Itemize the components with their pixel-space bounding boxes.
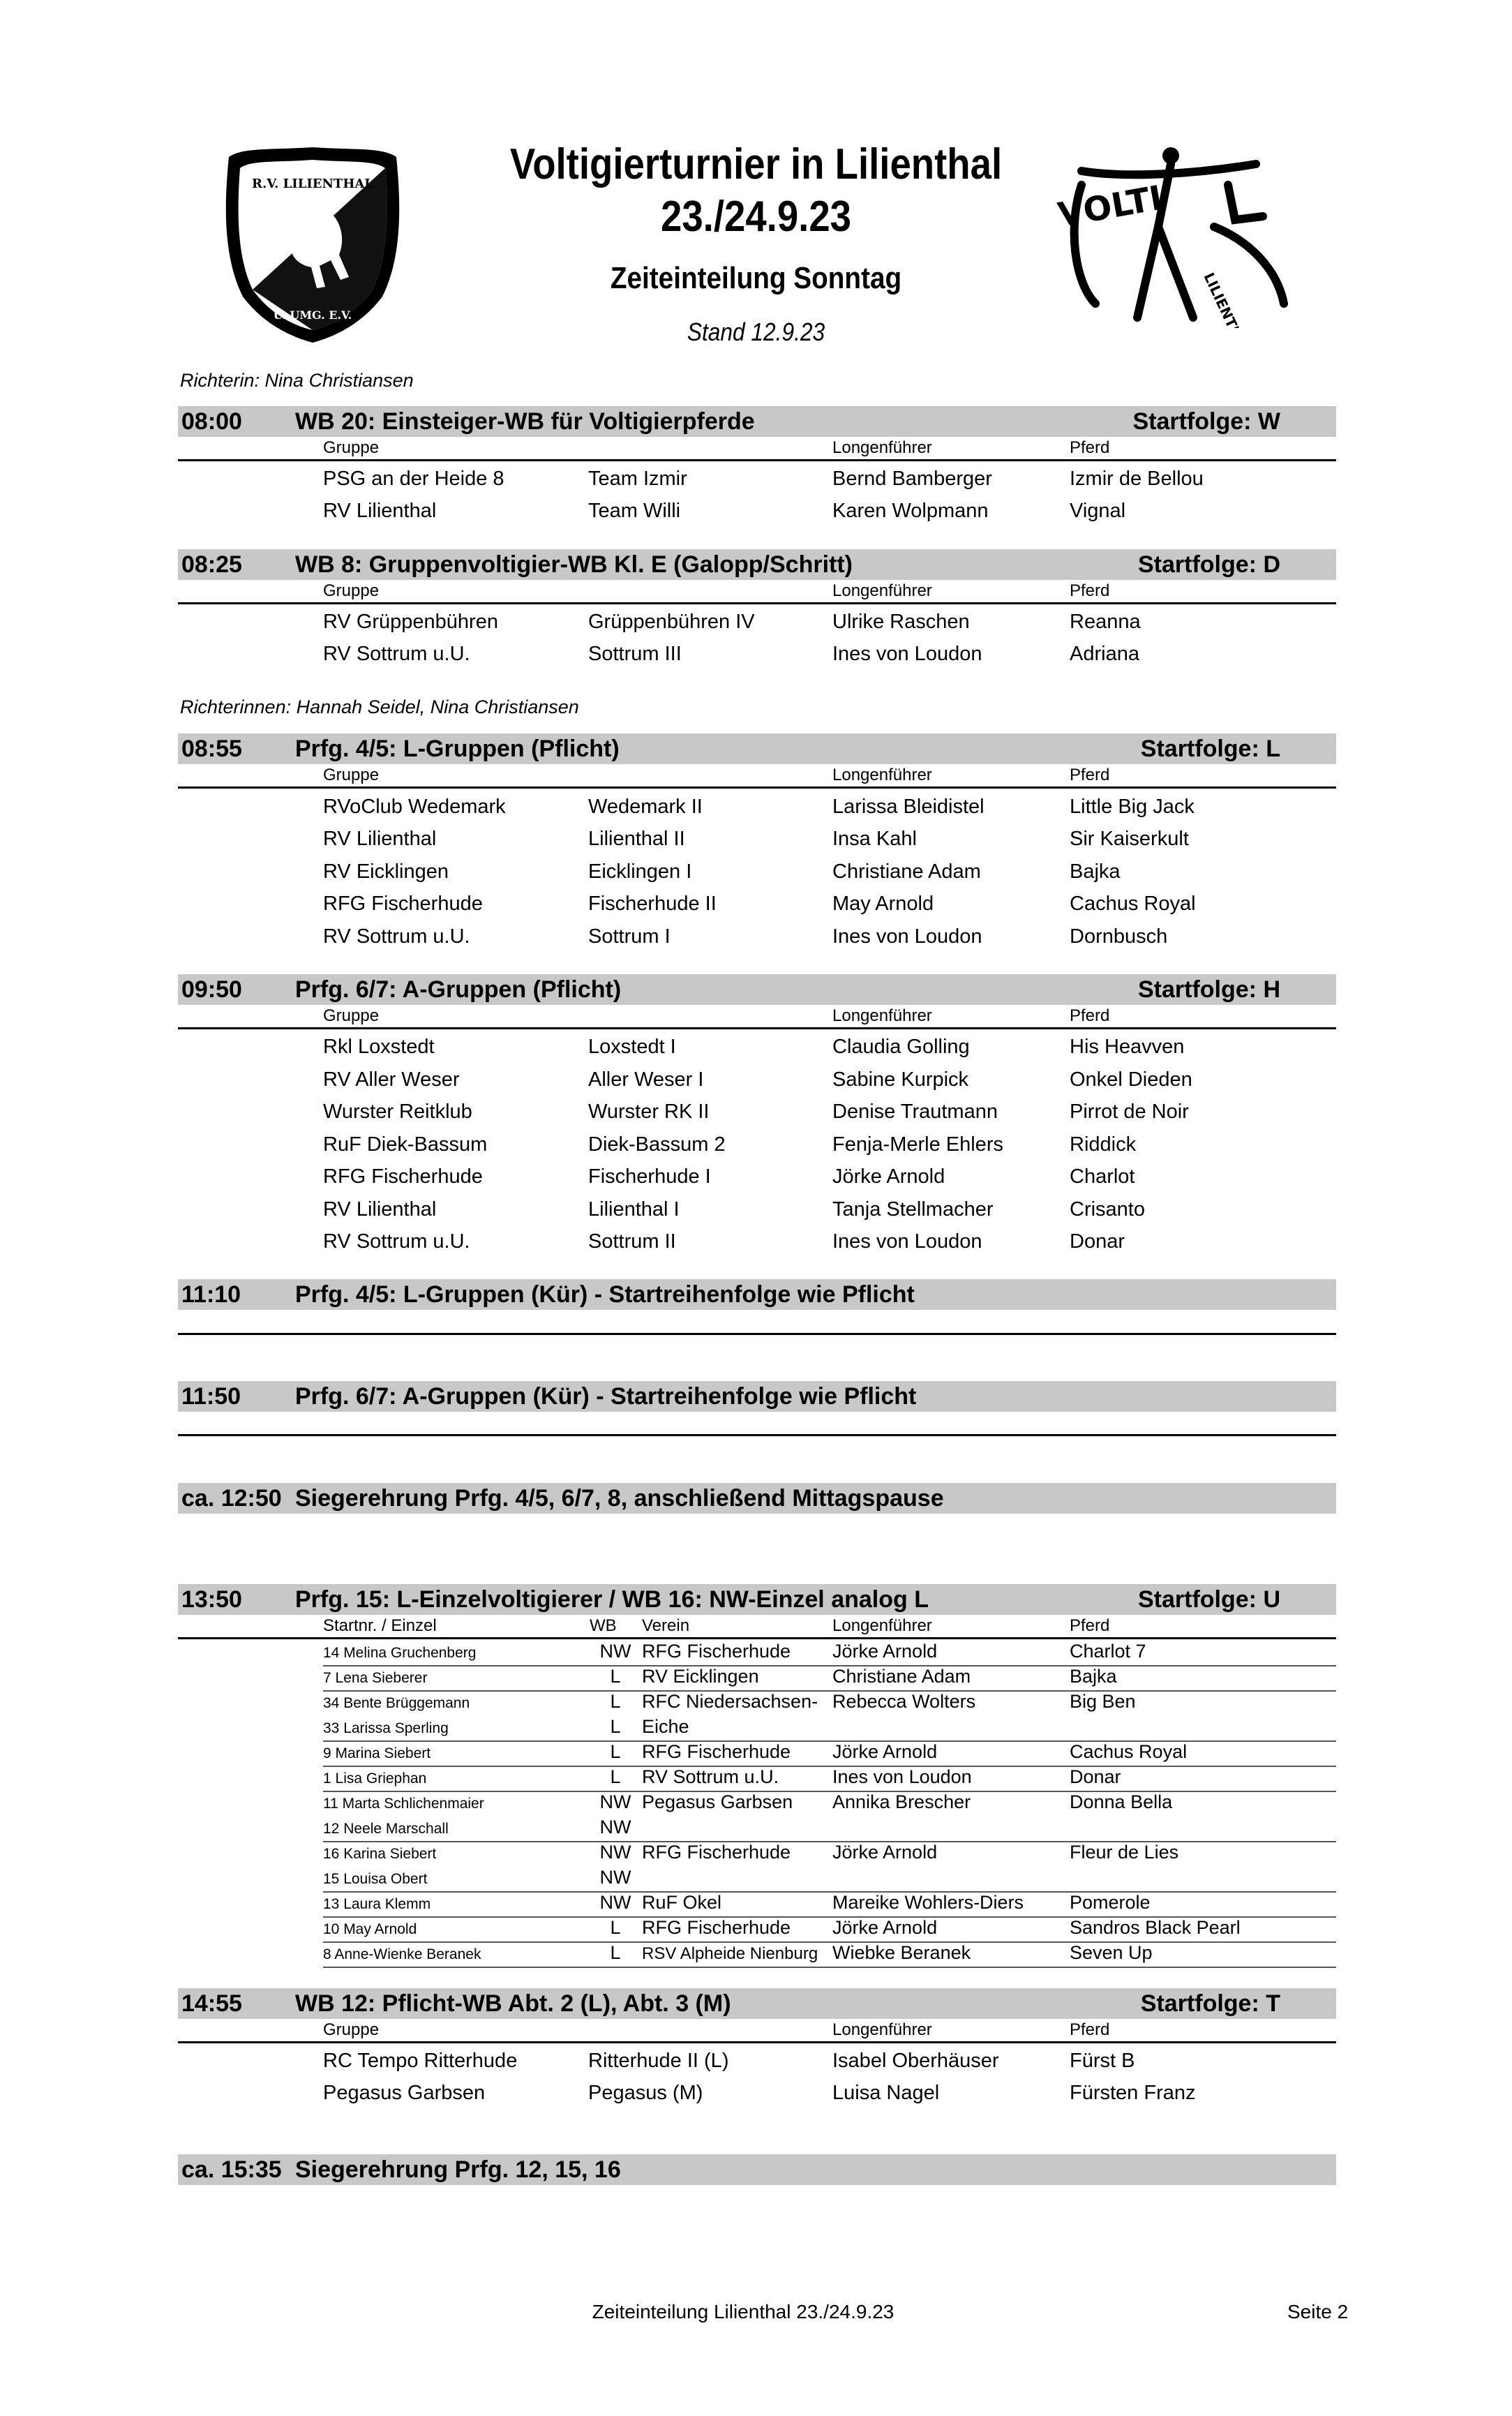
table-row: RV Lilienthal Lilienthal I Tanja Stellmacher Crisanto [323, 1198, 1145, 1221]
table-row: 1 Lisa Griephan L RV Sottrum u.U. Ines von Loudon Donar [323, 1766, 1121, 1787]
table-row: 8 Anne-Wienke Beranek L RSV Alpheide Nienburg Wiebke Beranek Seven Up [323, 1942, 1153, 1963]
table-row: RFG Fischerhude Fischerhude II May Arnold Cachus Royal [323, 893, 1196, 915]
startfolge: Startfolge: D [1138, 551, 1280, 578]
table-row: 16 Karina Siebert NW RFG Fischerhude Jörke Arnold Fleur de Lies [323, 1842, 1179, 1863]
event-dates: 23./24.9.23 [660, 193, 852, 241]
table-row: 13 Laura Klemm NW RuF Okel Mareike Wohlers-Diers Pomerole [323, 1892, 1151, 1913]
section-bar: ca. 12:50 Siegerehrung Prfg. 4/5, 6/7, 8, anschließend Mittagspause [178, 1483, 1336, 1514]
page-subtitle: Zeiteinteilung Sonntag [610, 261, 902, 295]
table-row: 9 Marina Siebert L RFG Fischerhude Jörke Arnold Cachus Royal [323, 1741, 1188, 1762]
table-row: RC Tempo Ritterhude Ritterhude II (L) Isabel Oberhäuser Fürst B [323, 2050, 1135, 2072]
svg-text:VOLTI: VOLTI [1055, 178, 1166, 235]
section-bar: 11:50 Prfg. 6/7: A-Gruppen (Kür) - Startreihenfolge wie Pflicht [178, 1381, 1336, 1412]
table-row: RV Lilienthal Team Willi Karen Wolpmann Vignal [323, 500, 1126, 522]
section-bar: 08:55 Prfg. 4/5: L-Gruppen (Pflicht) Startfolge: L [178, 733, 1336, 764]
svg-text:U. UMG. E.V.: U. UMG. E.V. [273, 308, 352, 322]
table-row: RV Sottrum u.U. Sottrum II Ines von Loudon Donar [323, 1230, 1125, 1253]
column-header [178, 438, 1336, 461]
table-row: 12 Neele Marschall NW [323, 1817, 631, 1837]
table-row: 10 May Arnold L RFG Fischerhude Jörke Arnold Sandros Black Pearl [323, 1917, 1241, 1938]
section-bar [178, 549, 1336, 580]
table-row: 34 Bente Brüggemann L RFC Niedersachsen- Rebecca Wolters Big Ben [323, 1691, 1136, 1712]
section-bar: 14:55 WB 12: Pflicht-WB Abt. 2 (L), Abt. 3 (M) Startfolge: T [178, 1988, 1336, 2019]
footer-title: Zeiteinteilung Lilienthal 23./24.9.23 [592, 2301, 895, 2322]
section-bar: 13:50 Prfg. 15: L-Einzelvoltigierer / WB 16: NW-Einzel analog L Startfolge: U [178, 1584, 1336, 1615]
table-row: 33 Larissa Sperling L Eiche [323, 1716, 689, 1737]
judges-note: Richterin: Nina Christiansen [180, 370, 414, 391]
table-row: RV Sottrum u.U. Sottrum III Ines von Loudon Adriana [323, 643, 1139, 665]
column-header: Gruppe Longenführer Pferd [178, 581, 1336, 604]
svg-text:R.V. LILIENTHAL: R.V. LILIENTHAL [252, 177, 373, 191]
table-row: RVoClub Wedemark Wedemark II Larissa Bleidistel Little Big Jack [323, 796, 1195, 818]
table-row: 15 Louisa Obert NW [323, 1867, 631, 1888]
stand-date: Stand 12.9.23 [687, 318, 825, 346]
table-row: RV Grüppenbühren Grüppenbühren IV Ulrike Raschen Reanna [323, 611, 1141, 633]
page-number: Seite 2 [1287, 2301, 1349, 2322]
section-bar: 11:10 Prfg. 4/5: L-Gruppen (Kür) - Startreihenfolge wie Pflicht [178, 1279, 1336, 1310]
table-row: 11 Marta Schlichenmaier NW Pegasus Garbsen Annika Brescher Donna Bella [323, 1791, 1173, 1812]
table-row: RV Eicklingen Eicklingen I Christiane Adam Bajka [323, 860, 1121, 883]
column-header: Gruppe Longenführer Pferd [178, 766, 1336, 789]
section-title: WB 8: Gruppenvoltigier-WB Kl. E (Galopp/Schritt) [295, 551, 853, 578]
svg-text:LILIENTHAL: LILIENTHAL [1200, 269, 1254, 328]
table-row: 14 Melina Gruchenberg NW RFG Fischerhude Jörke Arnold Charlot 7 [323, 1641, 1146, 1662]
table-row: RFG Fischerhude Fischerhude I Jörke Arnold Charlot [323, 1165, 1135, 1188]
divider [178, 1434, 1336, 1436]
section-bar [178, 406, 1336, 437]
table-row: RV Aller Weser Aller Weser I Sabine Kurpick Onkel Dieden [323, 1068, 1192, 1091]
judges-note: Richterinnen: Hannah Seidel, Nina Christiansen [180, 696, 579, 717]
table-row: 7 Lena Sieberer L RV Eicklingen Christiane Adam Bajka [323, 1666, 1117, 1687]
table-row: RuF Diek-Bassum Diek-Bassum 2 Fenja-Merle Ehlers Riddick [323, 1133, 1137, 1156]
table-row: RV Lilienthal Lilienthal II Insa Kahl Sir Kaiserkult [323, 828, 1189, 850]
page-title: Voltigierturnier in Lilienthal [509, 140, 1003, 188]
col-gruppe: Gruppe [323, 438, 380, 457]
table-row: PSG an der Heide 8 Team Izmir Bernd Bamberger Izmir de Bellou [323, 468, 1204, 490]
column-header: Gruppe Longenführer Pferd [178, 1006, 1336, 1029]
section-time: 08:00 [181, 408, 242, 435]
column-header: Startnr. / Einzel WB Verein Longenführer Pferd [178, 1616, 1336, 1639]
section-title: WB 20: Einsteiger-WB für Voltigierpferde [295, 408, 755, 435]
startfolge: Startfolge: W [1132, 408, 1280, 435]
section-bar: ca. 15:35 Siegerehrung Prfg. 12, 15, 16 [178, 2154, 1336, 2185]
divider [178, 1333, 1336, 1335]
table-row: Wurster Reitklub Wurster RK II Denise Trautmann Pirrot de Noir [323, 1101, 1189, 1123]
section-bar: 09:50 Prfg. 6/7: A-Gruppen (Pflicht) Startfolge: H [178, 974, 1336, 1005]
col-pferd: Pferd [1070, 438, 1110, 457]
table-row: Rkl Loxstedt Loxstedt I Claudia Golling His Heavven [323, 1036, 1185, 1058]
table-row: Pegasus Garbsen Pegasus (M) Luisa Nagel Fürsten Franz [323, 2082, 1196, 2104]
table-row: RV Sottrum u.U. Sottrum I Ines von Loudon Dornbusch [323, 925, 1168, 948]
column-header: Gruppe Longenführer Pferd [178, 2020, 1336, 2043]
section-time: 08:25 [181, 551, 242, 578]
col-longenfuehrer: Longenführer [832, 438, 932, 457]
